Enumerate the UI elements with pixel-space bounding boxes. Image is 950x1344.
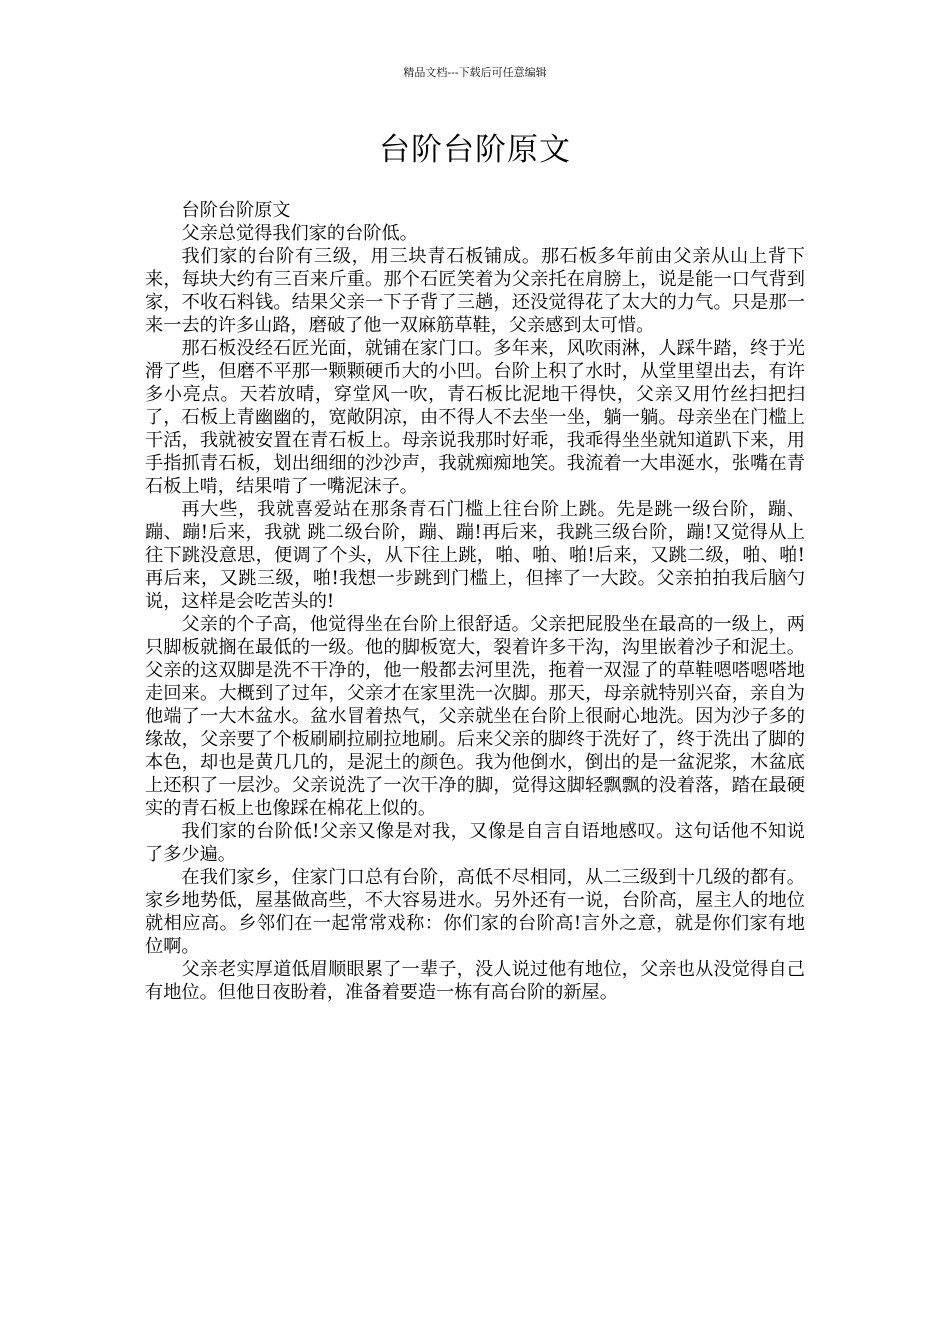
- paragraph: 再大些，我就喜爱站在那条青石门槛上往台阶上跳。先是跳一级台阶，蹦、蹦、蹦!后来，我就 跳二级台阶，蹦、蹦!再后来，我跳三级台阶，蹦!又觉得从上往下跳没意思，便调了个头，从下往上跳，啪、啪、啪!后来，又跳二级，啪、啪!再后来，又跳三级，啪!我想一步跳到门槛上，但摔了一大跤。父亲拍拍我后脑勺说，这样是会吃苦头的!: [145, 499, 805, 612]
- paragraph: 台阶台阶原文: [181, 200, 291, 221]
- paragraph: 父亲老实厚道低眉顺眼累了一辈子，没人说过他有地位，父亲也从没觉得自己有地位。但他日夜盼着，准备着要造一栋有高台阶的新屋。: [145, 959, 805, 1003]
- paragraph: 父亲总觉得我们家的台阶低。: [181, 223, 418, 244]
- paragraph: 我们家的台阶有三级，用三块青石板铺成。那石板多年前由父亲从山上背下来，每块大约有三百来斤重。那个石匠笑着为父亲托在肩膀上，说是能一口气背到家，不收石料钱。结果父亲一下子背了三趟，还没觉得花了太大的力气。只是那一来一去的许多山路，磨破了他一双麻筋草鞋，父亲感到太可惜。: [145, 246, 805, 336]
- paragraph: 我们家的台阶低!父亲又像是对我，又像是自言自语地感叹。这句话他不知说了多少遍。: [145, 821, 805, 865]
- paragraph: 父亲的个子高，他觉得坐在台阶上很舒适。父亲把屁股坐在最高的一级上，两只脚板就搁在最低的一级。他的脚板宽大，裂着许多干沟，沟里嵌着沙子和泥土。父亲的这双脚是洗不干净的，他一般都去河里洗，拖着一双湿了的草鞋嗯嗒嗯嗒地走回来。大概到了过年，父亲才在家里洗一次脚。那天，母亲就特别兴奋，亲自为他端了一大木盆水。盆水冒着热气，父亲就坐在台阶上很耐心地洗。因为沙子多的缘故，父亲要了个板刷刷拉刷拉地刷。后来父亲的脚终于洗好了，终于洗出了脚的本色，却也是黄几几的，是泥土的颜色。我为他倒水，倒出的是一盆泥浆，木盆底上还积了一层沙。父亲说洗了一次干净的脚，觉得这脚轻飘飘的没着落，踏在最硬实的青石板上也像踩在棉花上似的。: [145, 614, 805, 819]
- document-title: 台阶台阶原文: [379, 132, 571, 168]
- paragraph: 那石板没经石匠光面，就铺在家门口。多年来，风吹雨淋，人踩牛踏，终于光滑了些，但磨不平那一颗颗硬币大的小凹。台阶上积了水时，从堂里望出去，有许多小亮点。天若放晴，穿堂风一吹，青石板比泥地干得快，父亲又用竹丝扫把扫了，石板上青幽幽的，宽敞阴凉，由不得人不去坐一坐，躺一躺。母亲坐在门槛上干活，我就被安置在青石板上。母亲说我那时好乖，我乖得坐坐就知道趴下来，用手指抓青石板，划出细细的沙沙声，我就痴痴地笑。我流着一大串涎水，张嘴在青石板上啃，结果啃了一嘴泥沫子。: [145, 338, 805, 497]
- paragraph: 在我们家乡，住家门口总有台阶，高低不尽相同，从二三级到十几级的都有。家乡地势低，屋基做高些，不大容易进水。另外还有一说，台阶高，屋主人的地位就相应高。乡邻们在一起常常戏称：你们家的台阶高!言外之意，就是你们家有地位啊。: [145, 867, 805, 957]
- document-body: [145, 199, 805, 1004]
- page-header: 精品文档---下载后可任意编辑: [403, 66, 547, 79]
